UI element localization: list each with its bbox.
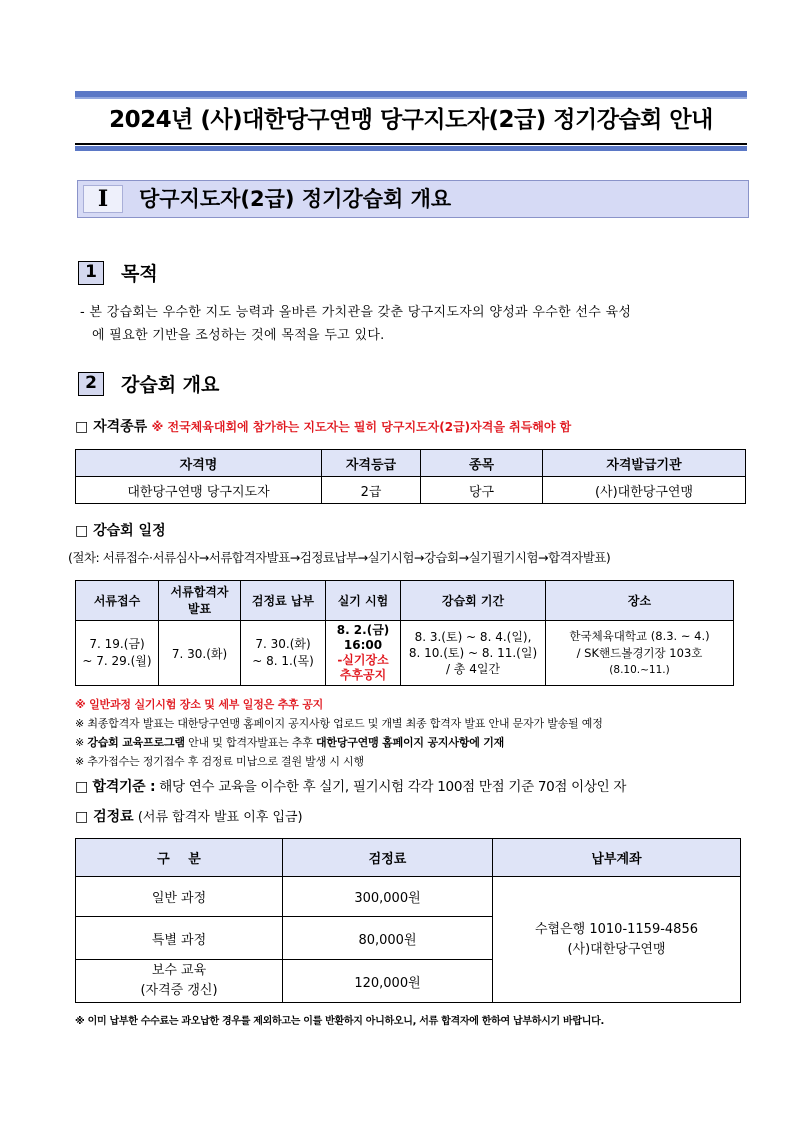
section-title: 당구지도자(2급) 정기강습회 개요 — [139, 187, 452, 211]
criteria-text: 해당 연수 교육을 이수한 후 실기, 필기시험 각각 100점 만점 기준 70점 이상인 자 — [155, 779, 627, 795]
fee-row-1-fee: 300,000원 — [283, 877, 493, 917]
criteria-label: □ 합격기준 : — [75, 779, 156, 795]
sched-cell-5: 8. 3.(토) ~ 8. 4.(일), 8. 10.(토) ~ 8. 11.(일) / 총 4일간 — [401, 621, 546, 686]
fee-row-2-fee: 80,000원 — [283, 917, 493, 960]
sched-header-6: 장소 — [546, 581, 734, 621]
fee-label: □ 검정료 — [75, 809, 134, 825]
sched-header-5: 강습회 기간 — [401, 581, 546, 621]
title-top-rule-thin — [75, 97, 747, 99]
footer-note: ※ 이미 납부한 수수료는 과오납한 경우를 제외하고는 이를 반환하지 아니하오니, 서류 합격자에 한하여 납부하시기 바랍니다. — [75, 1016, 604, 1027]
purpose-line-1: - 본 강습회는 우수한 지도 능력과 올바른 가치관을 갖춘 당구지도자의 양성과 우수한 선수 육성 — [80, 305, 632, 320]
page-title: 2024년 (사)대한당구연맹 당구지도자(2급) 정기강습회 안내 — [109, 107, 713, 133]
qual-header-issuer: 자격발급기관 — [543, 450, 746, 477]
qual-header-grade: 자격등급 — [322, 450, 421, 477]
qual-cell-name: 대한당구연맹 당구지도자 — [76, 477, 322, 504]
fee-row-3-type: 보수 교육 (자격증 갱신) — [76, 960, 283, 1003]
section-numeral: Ⅰ — [83, 185, 123, 213]
sched-cell-4: 8. 2.(금) 16:00 -실기장소 추후공지 — [326, 621, 401, 686]
sched-cell-6: 한국체육대학교 (8.3. ~ 4.) / SK핸드볼경기장 103호 (8.10.~11.) — [546, 621, 734, 686]
fee-row-1-type: 일반 과정 — [76, 877, 283, 917]
sched-header-1: 서류접수 — [76, 581, 159, 621]
schedule-label: □ 강습회 일정 — [75, 523, 166, 539]
purpose-number: 1 — [78, 261, 104, 285]
qualification-table — [75, 449, 746, 504]
qualification-label: □ 자격종류 — [75, 419, 148, 435]
qual-cell-sport: 당구 — [421, 477, 543, 504]
note-4: ※ 추가접수는 정기접수 후 검정료 미납으로 결원 발생 시 시행 — [75, 755, 364, 768]
sched-header-2: 서류합격자 발표 — [159, 581, 241, 621]
fee-table — [75, 838, 741, 1003]
fee-sub: (서류 합격자 발표 이후 입금) — [133, 810, 303, 825]
title-bottom-rule-thick — [75, 146, 747, 151]
note-3: ※ 강습회 교육프로그램 안내 및 합격자발표는 추후 대한당구연맹 홈페이지 공지사항에 기재 — [75, 736, 505, 749]
criteria-line — [75, 775, 626, 796]
qual-cell-grade: 2급 — [322, 477, 421, 504]
qual-header-name: 자격명 — [76, 450, 322, 477]
overview-heading: 강습회 개요 — [121, 374, 220, 396]
fee-row-2-type: 특별 과정 — [76, 917, 283, 960]
fee-header-fee: 검정료 — [283, 839, 493, 877]
sched-cell-3: 7. 30.(화) ~ 8. 1.(목) — [241, 621, 326, 686]
fee-line — [75, 806, 303, 826]
purpose-line-2: 에 필요한 기반을 조성하는 것에 목적을 두고 있다. — [92, 328, 385, 343]
sched-cell-2: 7. 30.(화) — [159, 621, 241, 686]
schedule-procedure: (절차: 서류접수·서류심사→서류합격자발표→검정료납부→실기시험→강습회→실기필기시험→합격자발표) — [68, 550, 611, 565]
fee-account: 수협은행 1010-1159-4856 (사)대한당구연맹 — [493, 877, 741, 1003]
overview-number: 2 — [78, 372, 104, 396]
qualification-notice: ※ 전국체육대회에 참가하는 지도자는 필히 당구지도자(2급)자격을 취득해야 함 — [151, 420, 572, 434]
note-1: ※ 일반과정 실기시험 장소 및 세부 일정은 추후 공지 — [75, 698, 324, 711]
sched-header-4: 실기 시험 — [326, 581, 401, 621]
fee-header-type: 구 분 — [76, 839, 283, 877]
sched-cell-1: 7. 19.(금) ~ 7. 29.(월) — [76, 621, 159, 686]
qual-header-sport: 종목 — [421, 450, 543, 477]
purpose-heading: 목적 — [121, 263, 158, 285]
fee-header-account: 납부계좌 — [493, 839, 741, 877]
qual-cell-issuer: (사)대한당구연맹 — [543, 477, 746, 504]
note-2: ※ 최종합격자 발표는 대한당구연맹 홈페이지 공지사항 업로드 및 개별 최종 합격자 발표 안내 문자가 발송될 예정 — [75, 717, 603, 730]
title-bottom-rule — [75, 143, 747, 145]
sched-header-3: 검정료 납부 — [241, 581, 326, 621]
fee-row-3-fee: 120,000원 — [283, 960, 493, 1003]
schedule-table — [75, 580, 734, 686]
qualification-line — [75, 416, 571, 436]
